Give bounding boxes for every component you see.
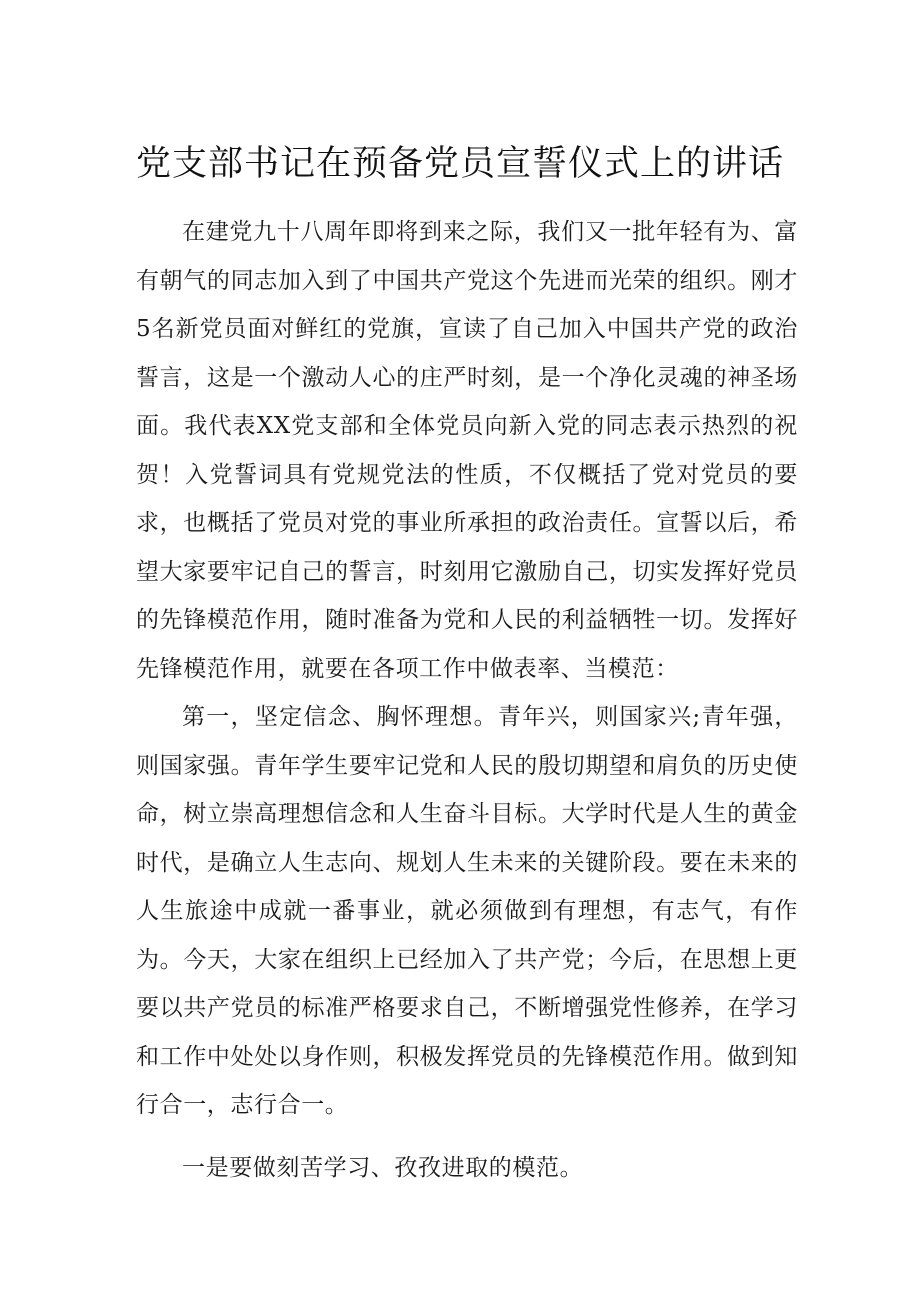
paragraph-first-point: 第一，坚定信念、胸怀理想。青年兴，则国家兴;青年强，则国家强。青年学生要牢记党和人民的殷切期望和肩负的历史使命，树立崇高理想信念和人生奋斗目标。大学时代是人生的黄金时代，是确立人生志向、规划人生未来的关键阶段。要在未来的人生旅途中成就一番事业，就必须做到有理想，有志气，有作为。今天，大家在组织上已经加入了共产党；今后，在思想上更要以共产党员的标准严格要求自己，不断增强党性修养，在学习和工作中处处以身作则，积极发挥党员的先锋模范作用。做到知行合一，志行合一。 xyxy=(136,704,798,1118)
document-title: 党支部书记在预备党员宣誓仪式上的讲话 xyxy=(135,144,784,184)
document-body xyxy=(136,208,798,1192)
paragraph-intro: 在建党九十八周年即将到来之际，我们又一批年轻有为、富有朝气的同志加入到了中国共产党这个先进而光荣的组织。刚才5名新党员面对鲜红的党旗，宣读了自己加入中国共产党的政治誓言，这是一个激动人心的庄严时刻，是一个净化灵魂的神圣场面。我代表XX党支部和全体党员向新入党的同志表示热烈的祝贺！入党誓词具有党规党法的性质，不仅概括了党对党员的要求，也概括了党员对党的事业所承担的政治责任。宣誓以后，希望大家要牢记自己的誓言，时刻用它激励自己，切实发挥好党员的先锋模范作用，随时准备为党和人民的利益牺牲一切。发挥好先锋模范作用，就要在各项工作中做表率、当模范： xyxy=(136,219,798,682)
paragraph-sub-point: 一是要做刻苦学习、孜孜进取的模范。 xyxy=(182,1154,584,1181)
